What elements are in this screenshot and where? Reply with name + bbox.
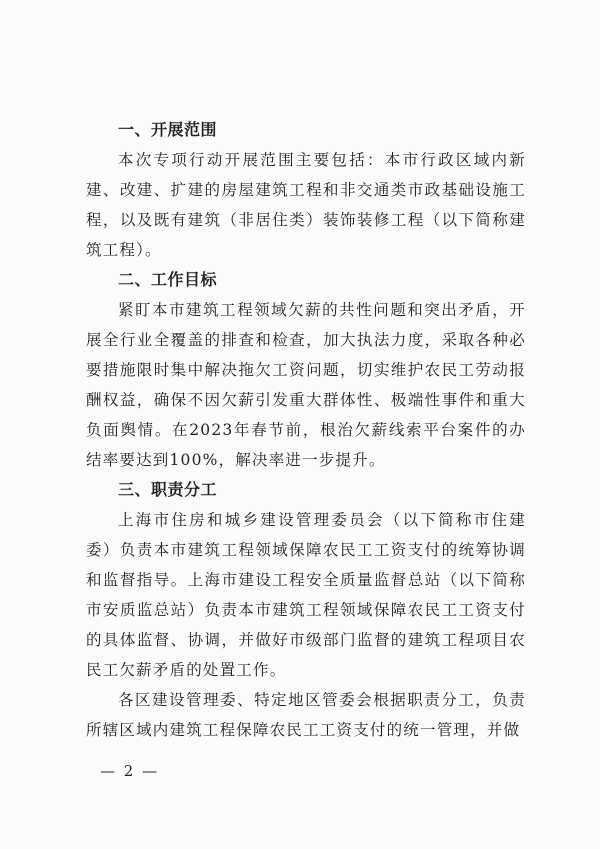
body-paragraph: 上海市住房和城乡建设管理委员会（以下简称市住建委）负责本市建筑工程领域保障农民工工资支付的统筹协调和监督指导。上海市建设工程安全质量监督总站（以下简称市安质监总站）负责本市建筑工程领域保障农民工工资支付的具体监督、协调，并做好市级部门监督的建筑工程项目农民工欠薪矛盾的处置工作。 — [86, 511, 526, 679]
section-heading: 三、职责分工 — [118, 480, 218, 499]
section-heading: 二、工作目标 — [118, 270, 218, 289]
section-heading: 一、开展范围 — [118, 120, 218, 139]
section-goals — [86, 265, 526, 475]
document-body — [86, 115, 526, 745]
body-paragraph: 本次专项行动开展范围主要包括：本市行政区域内新建、改建、扩建的房屋建筑工程和非交通类市政基础设施工程，以及既有建筑（非居住类）装饰装修工程（以下简称建筑工程）。 — [86, 151, 526, 259]
body-paragraph: 各区建设管理委、特定地区管委会根据职责分工，负责所辖区域内建筑工程保障农民工工资支付的统一管理，并做 — [86, 691, 526, 739]
section-scope — [86, 115, 526, 265]
body-paragraph: 紧盯本市建筑工程领域欠薪的共性问题和突出矛盾，开展全行业全覆盖的排查和检查，加大执法力度，采取各种必要措施限时集中解决拖欠工资问题，切实维护农民工劳动报酬权益，确保不因欠薪引发重大群体性、极端性事件和重大负面舆情。在2023年春节前，根治欠薪线索平台案件的办结率要达到100%，解决率进一步提升。 — [86, 301, 526, 469]
page-number: — 2 — — [100, 762, 160, 780]
section-responsibilities — [86, 475, 526, 745]
